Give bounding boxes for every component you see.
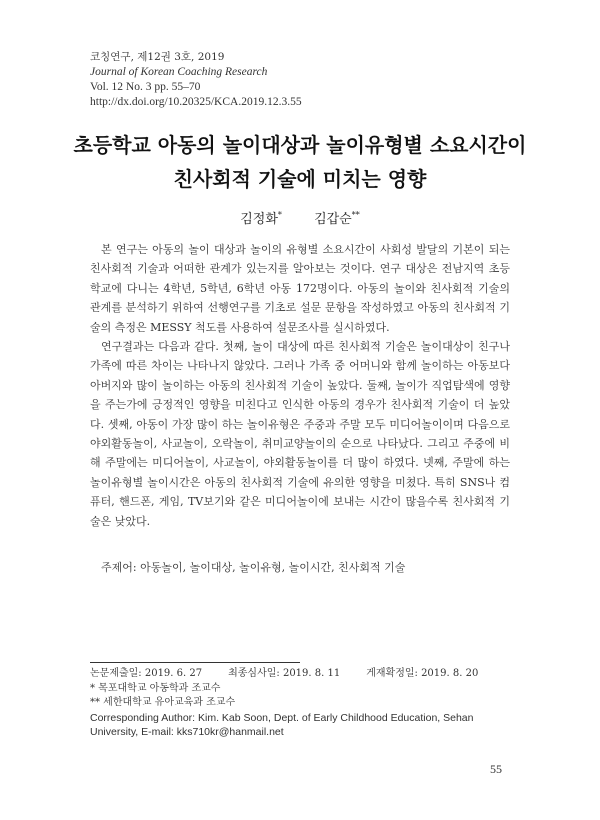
author-2-mark: ** bbox=[351, 210, 360, 220]
corresponding-author: Corresponding Author: Kim. Kab Soon, Dept. of Early Childhood Education, Sehan University, E-mail: kks710kr@hanmail.net bbox=[90, 711, 474, 738]
author-1 bbox=[240, 212, 282, 227]
author-list bbox=[0, 208, 600, 227]
journal-english: Journal of Korean Coaching Research bbox=[90, 66, 268, 78]
author-2-name: 김갑순 bbox=[314, 212, 352, 227]
accepted-date: 게재확정일: 2019. 8. 20 bbox=[366, 668, 479, 679]
author-2 bbox=[314, 212, 360, 227]
doi-link[interactable]: http://dx.doi.org/10.20325/KCA.2019.12.3.55 bbox=[90, 96, 302, 108]
submission-dates bbox=[90, 667, 520, 682]
abstract bbox=[90, 240, 510, 531]
revised-date: 최종심사일: 2019. 8. 11 bbox=[228, 668, 341, 679]
paper-title bbox=[0, 128, 600, 196]
abstract-paragraph-2: 연구결과는 다음과 같다. 첫째, 놀이 대상에 따른 친사회적 기술은 놀이대상이 친구나 가족에 따른 차이는 나타나지 않았다. 그러나 가족 중 어머니와 함께 놀이하는 아동보다 아버지와 많이 놀이하는 아동의 친사회적 기술이 높았다. 둘째, 놀이가 직업탐색에 영향을 주는가에 긍정적인 영향을 미친다고 인식한 아동의 경우가 친사회적 기술이 더 높았다. 셋째, 아동이 가장 많이 하는 놀이유형은 주중과 주말 모두 미디어놀이이며 다음으로 야외활동놀이, 사교놀이, 오락놀이, 취미교양놀이의 순으로 나타났다. 그리고 주중에 비해 주말에는 미디어놀이, 사교놀이, 야외활동놀이를 더 많이 하였다. 넷째, 주말에 하는 놀이유형별 놀이시간은 아동의 친사회적 기술에 유의한 영향을 미쳤다. 특히 SNS나 컴퓨터, 핸드폰, 게임, TV보기와 같은 미디어놀이에 보내는 시간이 많을수록 친사회적 기술은 낮았다. bbox=[90, 340, 510, 528]
title-line-2: 친사회적 기술에 미치는 영향 bbox=[173, 167, 427, 191]
journal-korean: 코칭연구, 제12권 3호, 2019 bbox=[90, 51, 225, 63]
author-1-affiliation: * 목포대학교 아동학과 조교수 bbox=[90, 682, 221, 694]
page-number: 55 bbox=[490, 762, 502, 776]
author-1-mark: * bbox=[277, 210, 282, 220]
title-line-1: 초등학교 아동의 놀이대상과 놀이유형별 소요시간이 bbox=[73, 133, 527, 157]
keywords: 주제어: 아동놀이, 놀이대상, 놀이유형, 놀이시간, 친사회적 기술 bbox=[101, 561, 406, 574]
author-2-affiliation: ** 세한대학교 유아교육과 조교수 bbox=[90, 697, 236, 708]
footnotes bbox=[90, 667, 520, 740]
received-date: 논문제출일: 2019. 6. 27 bbox=[90, 668, 203, 679]
volume-pages: Vol. 12 No. 3 pp. 55–70 bbox=[90, 81, 201, 93]
author-1-name: 김정화 bbox=[240, 212, 278, 227]
abstract-paragraph-1: 본 연구는 아동의 놀이 대상과 놀이의 유형별 소요시간이 사회성 발달의 기본이 되는 친사회적 기술과 어떠한 관계가 있는지를 알아보는 것이다. 연구 대상은 전남지역 초등학교에 다니는 4학년, 5학년, 6학년 아동 172명이다. 아동의 놀이와 친사회적 기술의 관계를 분석하기 위하여 선행연구를 기초로 설문 문항을 작성하였고 아동의 친사회적 기술의 측정은 MESSY 척도를 사용하여 설문조사를 실시하였다. bbox=[90, 243, 510, 334]
journal-header bbox=[90, 50, 302, 110]
footnote-divider bbox=[90, 662, 300, 663]
